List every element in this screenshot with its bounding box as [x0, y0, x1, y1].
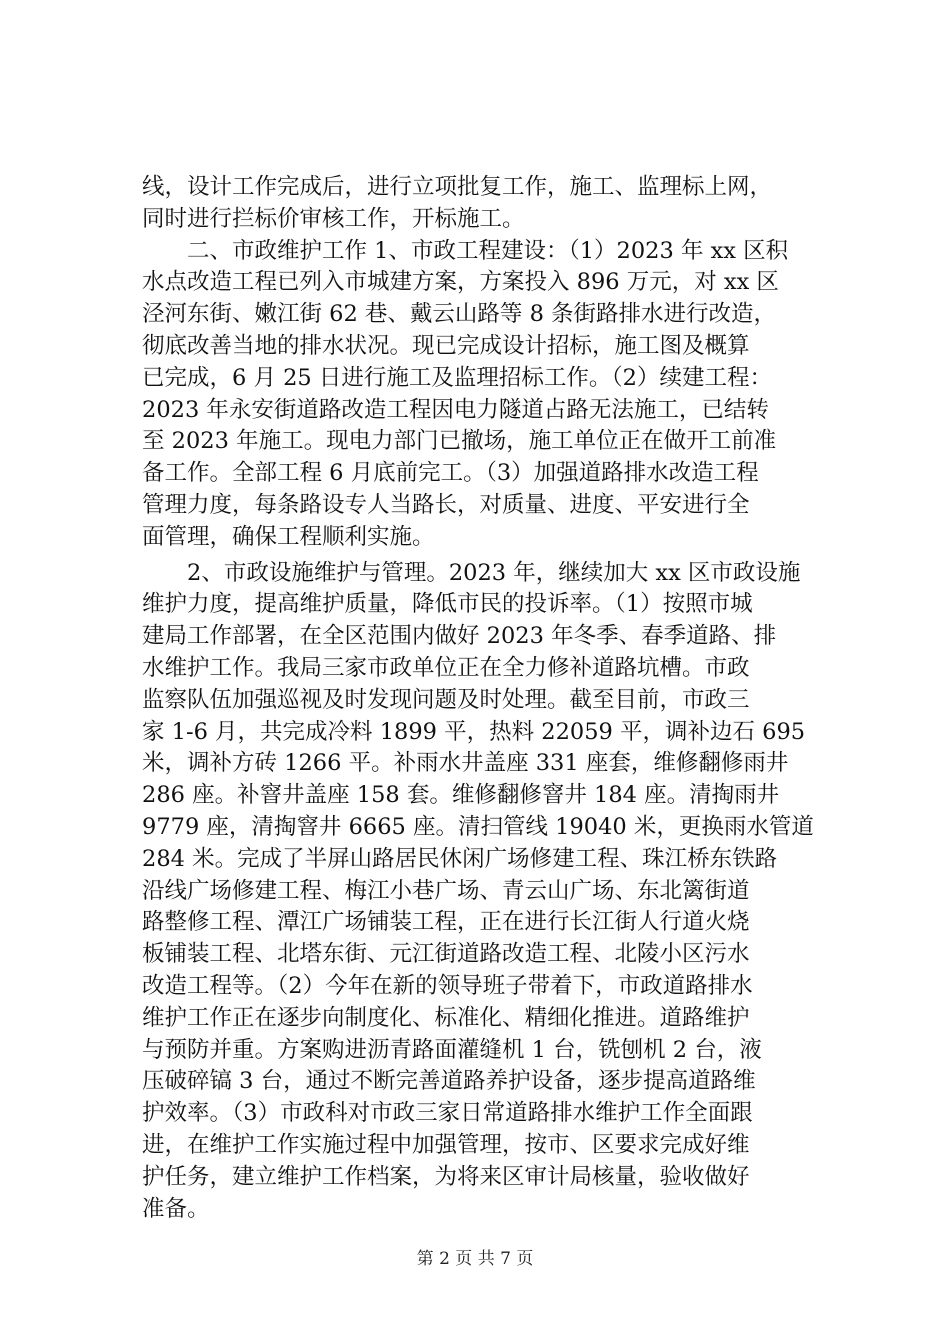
- text-line: 水点改造工程已列入市城建方案，方案投入 896 万元，对 xx 区: [142, 269, 779, 296]
- text-line: 线，设计工作完成后，进行立项批复工作，施工、监理标上网，: [142, 174, 773, 200]
- text-line: 路整修工程、潭江广场铺装工程，正在进行长江街人行道火烧: [142, 909, 750, 936]
- text-line: 家 1-6 月，共完成冷料 1899 平，热料 22059 平，调补边石 695: [142, 718, 806, 745]
- text-line: 备工作。全部工程 6 月底前完工。（3）加强道路排水改造工程: [142, 460, 759, 487]
- text-line: 建局工作部署，在全区范围内做好 2023 年冬季、春季道路、排: [142, 623, 777, 650]
- text-line: 沿线广场修建工程、梅江小巷广场、青云山广场、东北篱街道: [142, 877, 750, 904]
- text-line: 至 2023 年施工。现电力部门已撤场，施工单位正在做开工前准: [142, 428, 777, 455]
- text-line: 护任务，建立维护工作档案，为将来区审计局核量，验收做好: [142, 1163, 750, 1190]
- text-line: 米，调补方砖 1266 平。补雨水井盖座 331 座套，维修翻修雨井: [142, 750, 789, 777]
- text-line: 286 座。补窨井盖座 158 套。维修翻修窨井 184 座。清掏雨井: [142, 782, 780, 809]
- text-line: 彻底改善当地的排水状况。现已完成设计招标，施工图及概算: [142, 332, 750, 359]
- text-line: 二、市政维护工作 1、市政工程建设：（1）2023 年 xx 区积: [142, 237, 789, 264]
- text-line: 维护力度，提高维护质量，降低市民的投诉率。（1）按照市城: [142, 591, 753, 618]
- text-line: 准备。: [142, 1195, 210, 1222]
- text-line: 已完成，6 月 25 日进行施工及监理招标工作。（2）续建工程：: [142, 364, 772, 391]
- text-line: 进，在维护工作实施过程中加强管理，按市、区要求完成好维: [142, 1131, 750, 1158]
- text-line: 板铺装工程、北塔东街、元江街道路改造工程、北陵小区污水: [142, 941, 750, 968]
- text-line: 与预防并重。方案购进沥青路面灌缝机 1 台，铣刨机 2 台，液: [142, 1036, 762, 1063]
- text-line: 维护工作正在逐步向制度化、标准化、精细化推进。道路维护: [142, 1004, 750, 1031]
- document-body: [142, 172, 814, 1225]
- text-line: 压破碎镐 3 台，通过不断完善道路养护设备，逐步提高道路维: [142, 1068, 756, 1095]
- text-line: 2、市政设施维护与管理。2023 年，继续加大 xx 区市政设施: [142, 559, 801, 586]
- text-line: 改造工程等。（2）今年在新的领导班子带着下，市政道路排水: [142, 972, 753, 999]
- text-line: 水维护工作。我局三家市政单位正在全力修补道路坑槽。市政: [142, 654, 750, 681]
- text-line: 同时进行拦标价审核工作，开标施工。: [142, 205, 525, 232]
- text-line: 泾河东街、嫩江街 62 巷、戴云山路等 8 条街路排水进行改造，: [142, 301, 777, 328]
- page-number: 第 2 页 共 7 页: [416, 1249, 534, 1269]
- text-line: 监察队伍加强巡视及时发现问题及时处理。截至目前，市政三: [142, 686, 750, 713]
- text-line: 管理力度，每条路设专人当路长，对质量、进度、平安进行全: [142, 491, 750, 518]
- text-line: 2023 年永安街道路改造工程因电力隧道占路无法施工，已结转: [142, 396, 769, 423]
- text-line: 9779 座，清掏窨井 6665 座。清扫管线 19040 米，更换雨水管道: [142, 813, 814, 840]
- text-line: 护效率。（3）市政科对市政三家日常道路排水维护工作全面跟: [142, 1100, 753, 1127]
- text-line: 面管理，确保工程顺利实施。: [142, 523, 435, 550]
- text-line: 284 米。完成了半屏山路居民休闲广场修建工程、珠江桥东铁路: [142, 845, 778, 872]
